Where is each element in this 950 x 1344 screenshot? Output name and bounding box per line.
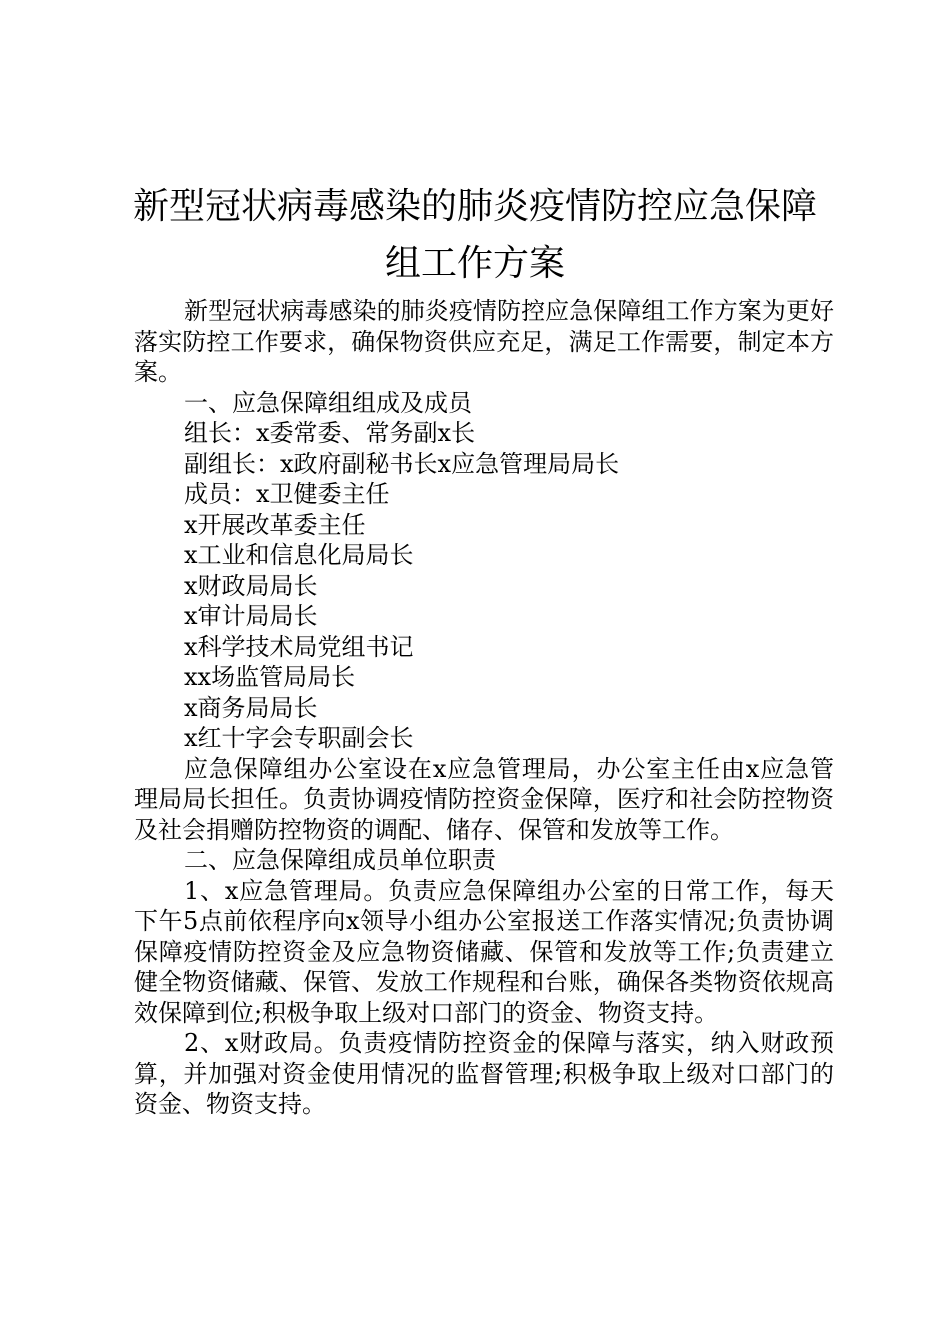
member-line: x商务局局长 bbox=[184, 693, 318, 722]
document-title-line-2: 组工作方案 bbox=[384, 243, 565, 284]
member-line: x财政局局长 bbox=[184, 571, 318, 600]
responsibility-paragraph-2: 2、x财政局。负责疫情防控资金的保障与落实，纳入财政预算，并加强对资金使用情况的监督管理;积极争取上级对口部门的资金、物资支持。 bbox=[134, 1029, 834, 1118]
document-body bbox=[134, 296, 834, 1120]
member-line: x工业和信息化局局长 bbox=[184, 541, 414, 569]
member-line-leader: 组长：x委常委、常务副x长 bbox=[184, 419, 476, 447]
member-line-deputy-leader: 副组长：x政府副秘书长x应急管理局局长 bbox=[184, 449, 620, 478]
document-title-line-1: 新型冠状病毒感染的肺炎疫情防控应急保障 bbox=[132, 186, 817, 227]
member-line: x科学技术局党组书记 bbox=[184, 632, 414, 661]
member-line: x开展改革委主任 bbox=[184, 510, 366, 539]
section-heading-responsibilities: 二、应急保障组成员单位职责 bbox=[184, 846, 496, 874]
office-paragraph: 应急保障组办公室设在x应急管理局，办公室主任由x应急管理局局长担任。负责协调疫情防控资金保障，医疗和社会防控物资及社会捐赠防控物资的调配、储存、保管和发放等工作。 bbox=[134, 754, 834, 844]
section-heading-composition: 一、应急保障组组成及成员 bbox=[184, 388, 472, 417]
member-line-members: 成员：x卫健委主任 bbox=[184, 480, 390, 508]
member-line: xx场监管局局长 bbox=[184, 663, 356, 691]
responsibility-paragraph-1: 1、x应急管理局。负责应急保障组办公室的日常工作，每天下午5点前依程序向x领导小组办公室报送工作落实情况;负责协调保障疫情防控资金及应急物资储藏、保管和发放等工作;负责建立健全物资储藏、保管、发放工作规程和台账，确保各类物资依规高效保障到位;积极争取上级对口部门的资金、物资支持。 bbox=[134, 876, 834, 1027]
member-line: x审计局局长 bbox=[184, 602, 318, 630]
member-line: x红十字会专职副会长 bbox=[184, 724, 414, 752]
intro-paragraph: 新型冠状病毒感染的肺炎疫情防控应急保障组工作方案为更好落实防控工作要求，确保物资供应充足，满足工作需要，制定本方案。 bbox=[134, 297, 834, 386]
